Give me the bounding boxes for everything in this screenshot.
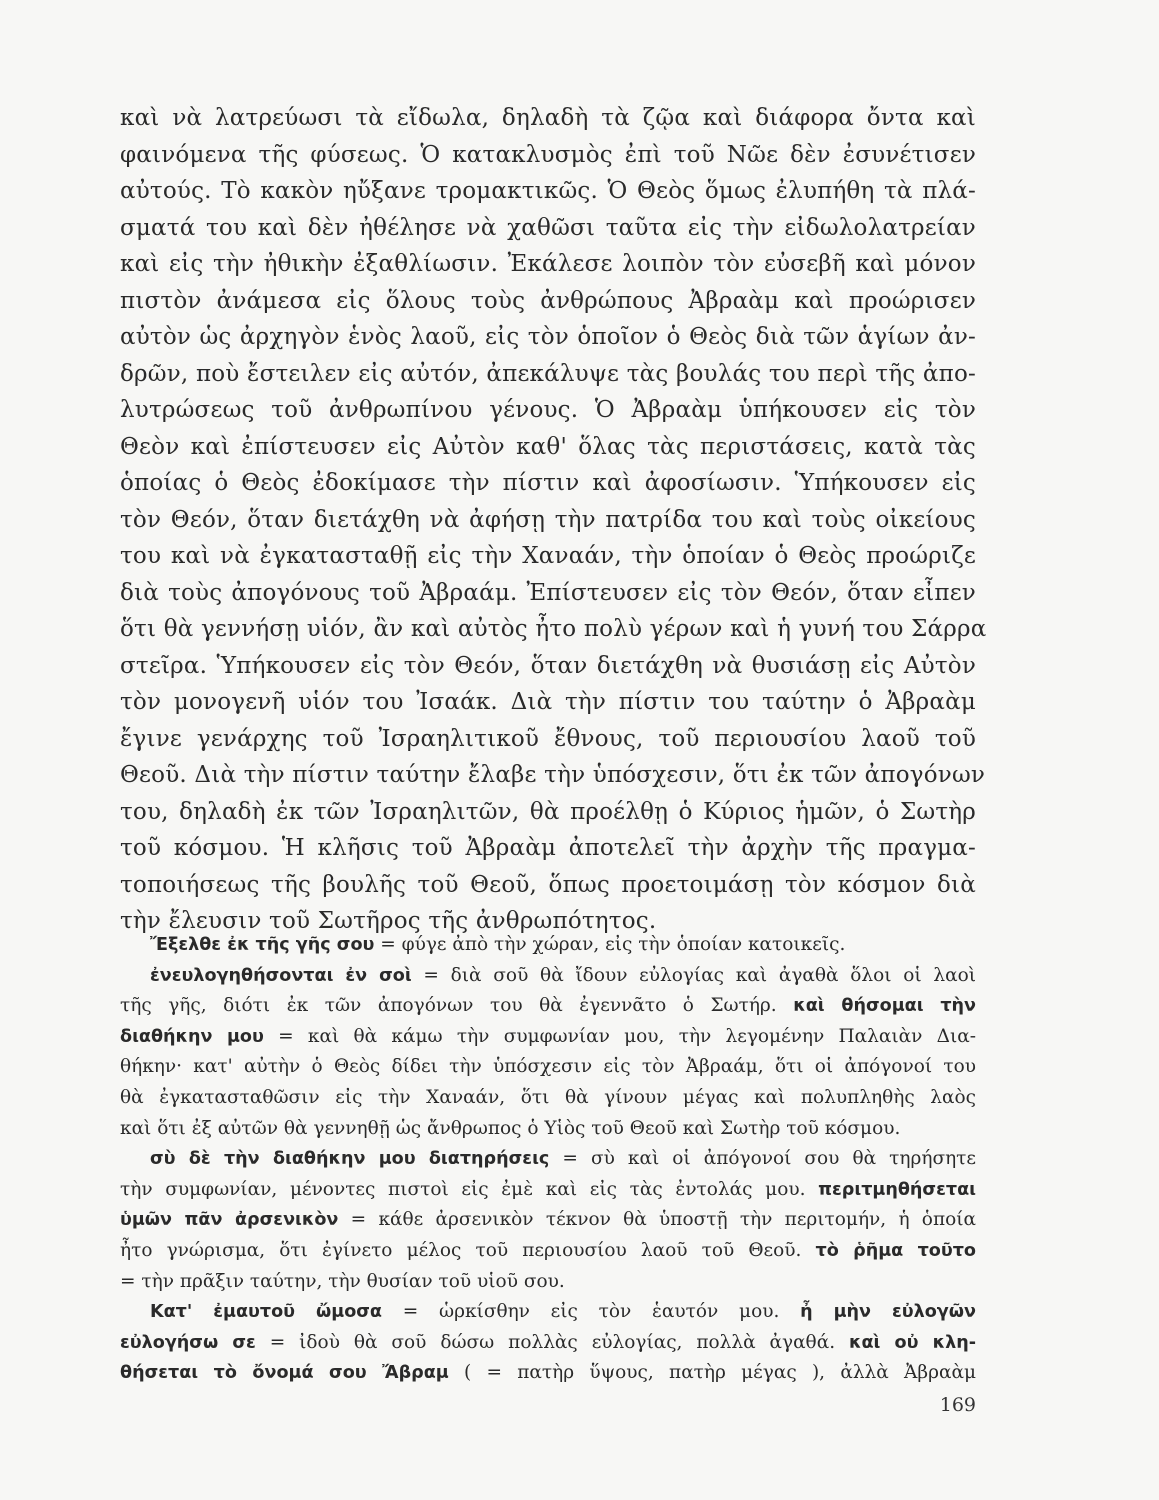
- text-line: διὰ τοὺς ἀπογόνους τοῦ Ἀβραάμ. Ἐπίστευσεν εἰς τὸν Θεόν, ὅταν εἶπεν: [120, 579, 976, 606]
- note-explanation: = διὰ σοῦ θὰ ἴδουν εὐλογίας καὶ ἀγαθὰ ὅλοι οἱ λαοὶ: [411, 964, 976, 986]
- note-explanation: τὴν συμφωνίαν, μένοντες πιστοὶ εἰς ἐμὲ καὶ εἰς τὰς ἐντολάς μου.: [120, 1178, 819, 1200]
- note-explanation: ἦτο γνώρισμα, ὅτι ἐγίνετο μέλος τοῦ περιουσίου λαοῦ τοῦ Θεοῦ.: [120, 1239, 816, 1261]
- note-line: [120, 1297, 976, 1328]
- text-line: αὐτούς. Τὸ κακὸν ηὔξανε τρομακτικῶς. Ὁ Θεὸς ὅμως ἐλυπήθη τὰ πλά-: [120, 178, 976, 204]
- note-explanation: = ὡρκίσθην εἰς τὸν ἑαυτόν μου.: [382, 1301, 801, 1323]
- note-explanation: = φύγε ἀπὸ τὴν χώραν, εἰς τὴν ὁποίαν κατοικεῖς.: [374, 934, 846, 955]
- text-line: τὴν ἔλευσιν τοῦ Σωτῆρος τῆς ἀνθρωπότητος.: [120, 908, 657, 934]
- text-line: ὁποίας ὁ Θεὸς ἐδοκίμασε τὴν πίστιν καὶ ἀφοσίωσιν. Ὑπήκουσεν εἰς: [120, 470, 976, 496]
- note-line: [120, 991, 976, 1022]
- note-line: [120, 1328, 976, 1359]
- note-line: [120, 1144, 976, 1175]
- text-line: τὸν μονογενῆ υἱόν του Ἰσαάκ. Διὰ τὴν πίστιν του ταύτην ὁ Ἀβραὰμ: [120, 689, 976, 715]
- note-lemma: καὶ οὐ κλη-: [849, 1332, 976, 1353]
- note-lemma: περιτμηθήσεται: [818, 1179, 976, 1200]
- note-explanation: τῆς γῆς, διότι ἐκ τῶν ἀπογόνων του θὰ ἐγεννᾶτο ὁ Σωτήρ.: [120, 995, 794, 1017]
- text-line: ἔγινε γενάρχης τοῦ Ἰσραηλιτικοῦ ἔθνους, τοῦ περιουσίου λαοῦ τοῦ: [120, 725, 976, 752]
- note-lemma: Κατ' ἐμαυτοῦ ὤμοσα: [150, 1302, 383, 1323]
- text-line: Θεὸν καὶ ἐπίστευσεν εἰς Αὐτὸν καθ' ὅλας τὰς περιστάσεις, κατὰ τὰς: [120, 433, 976, 460]
- text-line: καὶ νὰ λατρεύωσι τὰ εἴδωλα, δηλαδὴ τὰ ζῷα καὶ διάφορα ὄντα καὶ: [120, 105, 976, 131]
- note-line: [120, 1236, 976, 1267]
- note-line: [120, 1052, 976, 1083]
- note-line: [120, 961, 976, 992]
- text-line: πιστὸν ἀνάμεσα εἰς ὅλους τοὺς ἀνθρώπους Ἀβραὰμ καὶ προώρισεν: [120, 287, 976, 314]
- text-line: φαινόμενα τῆς φύσεως. Ὁ κατακλυσμὸς ἐπὶ τοῦ Νῶε δὲν ἐσυνέτισεν: [120, 141, 976, 168]
- text-line: Θεοῦ. Διὰ τὴν πίστιν ταύτην ἔλαβε τὴν ὑπόσχεσιν, ὅτι ἐκ τῶν ἀπογόνων: [120, 762, 986, 788]
- text-line: τοποιήσεως τῆς βουλῆς τοῦ Θεοῦ, ὅπως προετοιμάσῃ τὸν κόσμον διὰ: [120, 871, 976, 898]
- note-line: [120, 1022, 976, 1053]
- note-line: [120, 1083, 976, 1114]
- glossary-notes: [120, 930, 976, 1389]
- text-line: ὅτι θὰ γεννήσῃ υἱόν, ἂν καὶ αὐτὸς ἦτο πολὺ γέρων καὶ ἡ γυνή του Σάρρα: [120, 616, 987, 642]
- note-explanation: = ἰδοὺ θὰ σοῦ δώσω πολλὰς εὐλογίας, πολλὰ ἀγαθά.: [255, 1331, 849, 1353]
- note-explanation: = καὶ θὰ κάμω τὴν συμφωνίαν μου, τὴν λεγομένην Παλαιὰν Δια-: [263, 1025, 976, 1047]
- note-lemma: ἐνευλογηθήσονται ἐν σοὶ: [150, 965, 412, 986]
- text-line: του καὶ νὰ ἐγκατασταθῇ εἰς τὴν Χαναάν, τὴν ὁποίαν ὁ Θεὸς προώριζε: [120, 543, 976, 569]
- note-lemma: τὸ ῥῆμα τοῦτο: [815, 1240, 976, 1261]
- note-explanation: ( = πατὴρ ὕψους, πατὴρ μέγας ), ἀλλὰ Ἀβραὰμ: [448, 1362, 976, 1384]
- note-explanation: θήκην· κατ' αὐτὴν ὁ Θεὸς δίδει τὴν ὑπόσχεσιν εἰς τὸν Ἀβραάμ, ὅτι οἱ ἀπόγονοί του: [120, 1056, 976, 1078]
- text-line: τὸν Θεόν, ὅταν διετάχθη νὰ ἀφήσῃ τὴν πατρίδα του καὶ τοὺς οἰκείους: [120, 506, 976, 533]
- note-line: [120, 1205, 976, 1236]
- note-line: [120, 1175, 976, 1206]
- note-explanation: καὶ ὅτι ἐξ αὐτῶν θὰ γεννηθῇ ὡς ἄνθρωπος ὁ Υἱὸς τοῦ Θεοῦ καὶ Σωτὴρ τοῦ κόσμου.: [120, 1117, 901, 1139]
- note-lemma: διαθήκην μου: [120, 1026, 264, 1047]
- text-line: στεῖρα. Ὑπήκουσεν εἰς τὸν Θεόν, ὅταν διετάχθη νὰ θυσιάσῃ εἰς Αὐτὸν: [120, 652, 976, 679]
- page-number: 169: [939, 1394, 976, 1416]
- note-line: [120, 1358, 976, 1389]
- note-lemma: ἦ μὴν εὐλογῶν: [800, 1302, 976, 1323]
- text-line: λυτρώσεως τοῦ ἀνθρωπίνου γένους. Ὁ Ἀβραὰμ ὑπήκουσεν εἰς τὸν: [120, 397, 976, 423]
- note-line: [120, 1114, 976, 1145]
- note-explanation: = κάθε ἀρσενικὸν τέκνον θὰ ὑποστῇ τὴν περιτομήν, ἡ ὁποία: [338, 1209, 976, 1231]
- text-line: σματά του καὶ δὲν ἠθέλησε νὰ χαθῶσι ταῦτα εἰς τὴν εἰδωλολατρείαν: [120, 214, 976, 241]
- note-lemma: Ἔξελθε ἐκ τῆς γῆς σου: [150, 935, 375, 955]
- text-line: καὶ εἰς τὴν ἠθικὴν ἐξαθλίωσιν. Ἐκάλεσε λοιπὸν τὸν εὐσεβῆ καὶ μόνον: [120, 251, 976, 277]
- text-line: δρῶν, ποὺ ἔστειλεν εἰς αὐτόν, ἀπεκάλυψε τὰς βουλάς του περὶ τῆς ἀπο-: [120, 360, 976, 387]
- text-line: αὐτὸν ὡς ἀρχηγὸν ἑνὸς λαοῦ, εἰς τὸν ὁποῖον ὁ Θεὸς διὰ τῶν ἁγίων ἀν-: [120, 324, 976, 350]
- note-line: [120, 930, 976, 961]
- note-lemma: ὑμῶν πᾶν ἀρσενικὸν: [120, 1210, 339, 1231]
- text-line: του, δηλαδὴ ἐκ τῶν Ἰσραηλιτῶν, θὰ προέλθῃ ὁ Κύριος ἡμῶν, ὁ Σωτὴρ: [120, 798, 976, 825]
- note-lemma: σὺ δὲ τὴν διαθήκην μου διατηρήσεις: [150, 1149, 550, 1170]
- note-lemma: καὶ θήσομαι τὴν: [793, 996, 976, 1017]
- note-explanation: = σὺ καὶ οἱ ἀπόγονοί σου θὰ τηρήσητε: [549, 1148, 976, 1170]
- main-text: [120, 100, 987, 940]
- note-explanation: = τὴν πρᾶξιν ταύτην, τὴν θυσίαν τοῦ υἱοῦ σου.: [120, 1270, 565, 1292]
- note-explanation: θὰ ἐγκατασταθῶσιν εἰς τὴν Χαναάν, ὅτι θὰ γίνουν μέγας καὶ πολυπληθὴς λαὸς: [120, 1086, 976, 1108]
- note-lemma: θήσεται τὸ ὄνομά σου Ἄβραμ: [120, 1363, 449, 1384]
- note-lemma: εὐλογήσω σε: [120, 1332, 256, 1353]
- note-line: [120, 1267, 976, 1298]
- text-line: τοῦ κόσμου. Ἡ κλῆσις τοῦ Ἀβραὰμ ἀποτελεῖ τὴν ἀρχὴν τῆς πραγμα-: [120, 835, 976, 861]
